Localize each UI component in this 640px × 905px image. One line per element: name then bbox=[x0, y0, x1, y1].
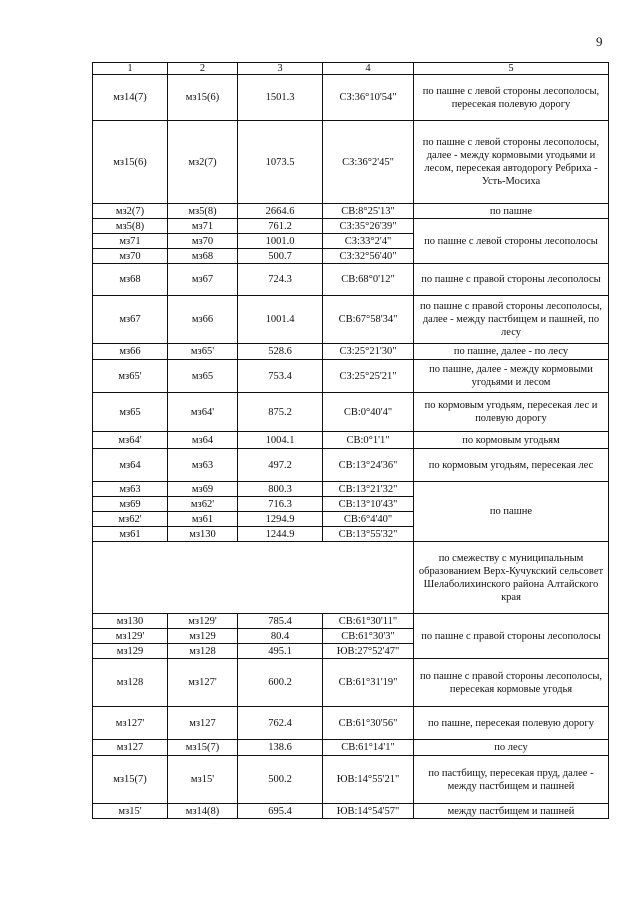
bearing-cell: СЗ:36°2'45" bbox=[323, 121, 414, 204]
length-cell: 762.4 bbox=[238, 707, 323, 740]
length-cell: 1001.4 bbox=[238, 296, 323, 344]
to-point-cell: мз65' bbox=[168, 344, 238, 360]
bearing-cell: СВ:61°30'11" bbox=[323, 614, 414, 629]
from-point-cell: мз64' bbox=[93, 432, 168, 449]
description-cell: по лесу bbox=[414, 740, 609, 756]
to-point-cell: мз63 bbox=[168, 449, 238, 482]
from-point-cell: мз129 bbox=[93, 644, 168, 659]
bearing-cell: СЗ:33°2'4" bbox=[323, 234, 414, 249]
from-point-cell: мз66 bbox=[93, 344, 168, 360]
bearing-cell: СЗ:36°10'54" bbox=[323, 75, 414, 121]
column-header: 4 bbox=[323, 63, 414, 75]
description-cell: по пашне с левой стороны лесополосы, далее - между кормовыми угодьями и лесом, пересекая автодорогу Ребриха - Усть-Мосиха bbox=[414, 121, 609, 204]
description-cell: по пашне с левой стороны лесополосы, пересекая полевую дорогу bbox=[414, 75, 609, 121]
bearing-cell: СВ:61°31'19" bbox=[323, 659, 414, 707]
to-point-cell: мз62' bbox=[168, 497, 238, 512]
from-point-cell: мз129' bbox=[93, 629, 168, 644]
bearing-cell: СВ:67°58'34" bbox=[323, 296, 414, 344]
to-point-cell: мз15' bbox=[168, 756, 238, 804]
length-cell: 500.7 bbox=[238, 249, 323, 264]
to-point-cell: мз61 bbox=[168, 512, 238, 527]
length-cell: 1073.5 bbox=[238, 121, 323, 204]
bearing-cell: СВ:13°10'43" bbox=[323, 497, 414, 512]
table-row bbox=[93, 482, 609, 497]
column-header: 2 bbox=[168, 63, 238, 75]
description-cell: по пашне, далее - между кормовыми угодьями и лесом bbox=[414, 360, 609, 393]
from-point-cell: мз69 bbox=[93, 497, 168, 512]
bearing-cell: СВ:61°14'1" bbox=[323, 740, 414, 756]
length-cell: 2664.6 bbox=[238, 204, 323, 219]
length-cell: 1501.3 bbox=[238, 75, 323, 121]
from-point-cell: мз15(7) bbox=[93, 756, 168, 804]
length-cell: 80.4 bbox=[238, 629, 323, 644]
bearing-cell: СВ:61°30'3" bbox=[323, 629, 414, 644]
description-cell: по смежеству с муниципальным образованием Верх-Кучукский сельсовет Шелаболихинского района Алтайского края bbox=[414, 542, 609, 614]
table-row bbox=[93, 740, 609, 756]
table-row bbox=[93, 542, 609, 614]
from-point-cell: мз65' bbox=[93, 360, 168, 393]
to-point-cell: мз15(7) bbox=[168, 740, 238, 756]
bearing-cell: СВ:13°21'32" bbox=[323, 482, 414, 497]
length-cell: 138.6 bbox=[238, 740, 323, 756]
from-point-cell: мз5(8) bbox=[93, 219, 168, 234]
table-row bbox=[93, 75, 609, 121]
to-point-cell: мз69 bbox=[168, 482, 238, 497]
length-cell: 497.2 bbox=[238, 449, 323, 482]
table-row bbox=[93, 614, 609, 629]
bearing-cell: СЗ:25°25'21" bbox=[323, 360, 414, 393]
bearing-cell: ЮВ:14°55'21" bbox=[323, 756, 414, 804]
page-number: 9 bbox=[596, 34, 603, 49]
to-point-cell: мз14(8) bbox=[168, 804, 238, 819]
table-row bbox=[93, 393, 609, 432]
boundary-table bbox=[92, 62, 609, 819]
from-point-cell: мз71 bbox=[93, 234, 168, 249]
table-row bbox=[93, 432, 609, 449]
bearing-cell: СЗ:35°26'39" bbox=[323, 219, 414, 234]
to-point-cell: мз2(7) bbox=[168, 121, 238, 204]
from-point-cell: мз15' bbox=[93, 804, 168, 819]
header-row bbox=[93, 63, 609, 75]
to-point-cell: мз64 bbox=[168, 432, 238, 449]
table-row bbox=[93, 659, 609, 707]
description-cell: по пастбищу, пересекая пруд, далее - между пастбищем и пашней bbox=[414, 756, 609, 804]
column-header: 3 bbox=[238, 63, 323, 75]
description-cell: по пашне с правой стороны лесополосы, далее - между пастбищем и пашней, по лесу bbox=[414, 296, 609, 344]
table-row bbox=[93, 756, 609, 804]
to-point-cell: мз128 bbox=[168, 644, 238, 659]
to-point-cell: мз65 bbox=[168, 360, 238, 393]
to-point-cell: мз129 bbox=[168, 629, 238, 644]
length-cell: 1001.0 bbox=[238, 234, 323, 249]
table-row bbox=[93, 219, 609, 234]
column-header: 5 bbox=[414, 63, 609, 75]
bearing-cell: СВ:68°0'12" bbox=[323, 264, 414, 296]
table-row bbox=[93, 707, 609, 740]
description-cell: по кормовым угодьям, пересекая лес и полевую дорогу bbox=[414, 393, 609, 432]
table-row bbox=[93, 344, 609, 360]
description-cell: по кормовым угодьям bbox=[414, 432, 609, 449]
to-point-cell: мз127 bbox=[168, 707, 238, 740]
table-row bbox=[93, 449, 609, 482]
from-point-cell: мз67 bbox=[93, 296, 168, 344]
from-point-cell: мз127 bbox=[93, 740, 168, 756]
length-cell: 724.3 bbox=[238, 264, 323, 296]
length-cell: 800.3 bbox=[238, 482, 323, 497]
table-row bbox=[93, 121, 609, 204]
description-cell: по пашне с правой стороны лесополосы bbox=[414, 264, 609, 296]
to-point-cell: мз130 bbox=[168, 527, 238, 542]
length-cell: 1294.9 bbox=[238, 512, 323, 527]
description-cell: по пашне с левой стороны лесополосы bbox=[414, 219, 609, 264]
bearing-cell: СЗ:32°56'40" bbox=[323, 249, 414, 264]
table-row bbox=[93, 264, 609, 296]
to-point-cell: мз127' bbox=[168, 659, 238, 707]
from-point-cell: мз128 bbox=[93, 659, 168, 707]
bearing-cell: СВ:0°1'1" bbox=[323, 432, 414, 449]
length-cell: 1004.1 bbox=[238, 432, 323, 449]
length-cell: 495.1 bbox=[238, 644, 323, 659]
to-point-cell: мз67 bbox=[168, 264, 238, 296]
table-row bbox=[93, 360, 609, 393]
from-point-cell: мз61 bbox=[93, 527, 168, 542]
length-cell: 761.2 bbox=[238, 219, 323, 234]
description-cell: по пашне bbox=[414, 204, 609, 219]
from-point-cell: мз14(7) bbox=[93, 75, 168, 121]
from-point-cell: мз15(6) bbox=[93, 121, 168, 204]
column-header: 1 bbox=[93, 63, 168, 75]
table-row bbox=[93, 804, 609, 819]
from-point-cell: мз70 bbox=[93, 249, 168, 264]
from-point-cell: мз62' bbox=[93, 512, 168, 527]
description-cell: по пашне, пересекая полевую дорогу bbox=[414, 707, 609, 740]
length-cell: 500.2 bbox=[238, 756, 323, 804]
length-cell: 785.4 bbox=[238, 614, 323, 629]
bearing-cell: СВ:8°25'13" bbox=[323, 204, 414, 219]
description-cell: между пастбищем и пашней bbox=[414, 804, 609, 819]
from-point-cell: мз63 bbox=[93, 482, 168, 497]
bearing-cell: ЮВ:14°54'57" bbox=[323, 804, 414, 819]
length-cell: 1244.9 bbox=[238, 527, 323, 542]
length-cell: 600.2 bbox=[238, 659, 323, 707]
to-point-cell: мз15(6) bbox=[168, 75, 238, 121]
description-cell: по кормовым угодьям, пересекая лес bbox=[414, 449, 609, 482]
bearing-cell: СВ:0°40'4" bbox=[323, 393, 414, 432]
length-cell: 695.4 bbox=[238, 804, 323, 819]
bearing-cell: СВ:13°24'36" bbox=[323, 449, 414, 482]
length-cell: 753.4 bbox=[238, 360, 323, 393]
bearing-cell: СВ:61°30'56" bbox=[323, 707, 414, 740]
bearing-cell: СЗ:25°21'30" bbox=[323, 344, 414, 360]
description-cell: по пашне bbox=[414, 482, 609, 542]
length-cell: 528.6 bbox=[238, 344, 323, 360]
to-point-cell: мз66 bbox=[168, 296, 238, 344]
from-point-cell: мз64 bbox=[93, 449, 168, 482]
length-cell: 716.3 bbox=[238, 497, 323, 512]
description-cell: по пашне с правой стороны лесополосы bbox=[414, 614, 609, 659]
to-point-cell: мз64' bbox=[168, 393, 238, 432]
to-point-cell: мз68 bbox=[168, 249, 238, 264]
table-row bbox=[93, 296, 609, 344]
to-point-cell: мз71 bbox=[168, 219, 238, 234]
from-point-cell: мз65 bbox=[93, 393, 168, 432]
to-point-cell: мз129' bbox=[168, 614, 238, 629]
to-point-cell: мз5(8) bbox=[168, 204, 238, 219]
empty-merged-cell bbox=[93, 542, 414, 614]
bearing-cell: СВ:6°4'40" bbox=[323, 512, 414, 527]
length-cell: 875.2 bbox=[238, 393, 323, 432]
from-point-cell: мз68 bbox=[93, 264, 168, 296]
to-point-cell: мз70 bbox=[168, 234, 238, 249]
table-row bbox=[93, 204, 609, 219]
from-point-cell: мз127' bbox=[93, 707, 168, 740]
description-cell: по пашне с правой стороны лесополосы, пересекая кормовые угодья bbox=[414, 659, 609, 707]
bearing-cell: СВ:13°55'32" bbox=[323, 527, 414, 542]
from-point-cell: мз130 bbox=[93, 614, 168, 629]
bearing-cell: ЮВ:27°52'47" bbox=[323, 644, 414, 659]
from-point-cell: мз2(7) bbox=[93, 204, 168, 219]
description-cell: по пашне, далее - по лесу bbox=[414, 344, 609, 360]
